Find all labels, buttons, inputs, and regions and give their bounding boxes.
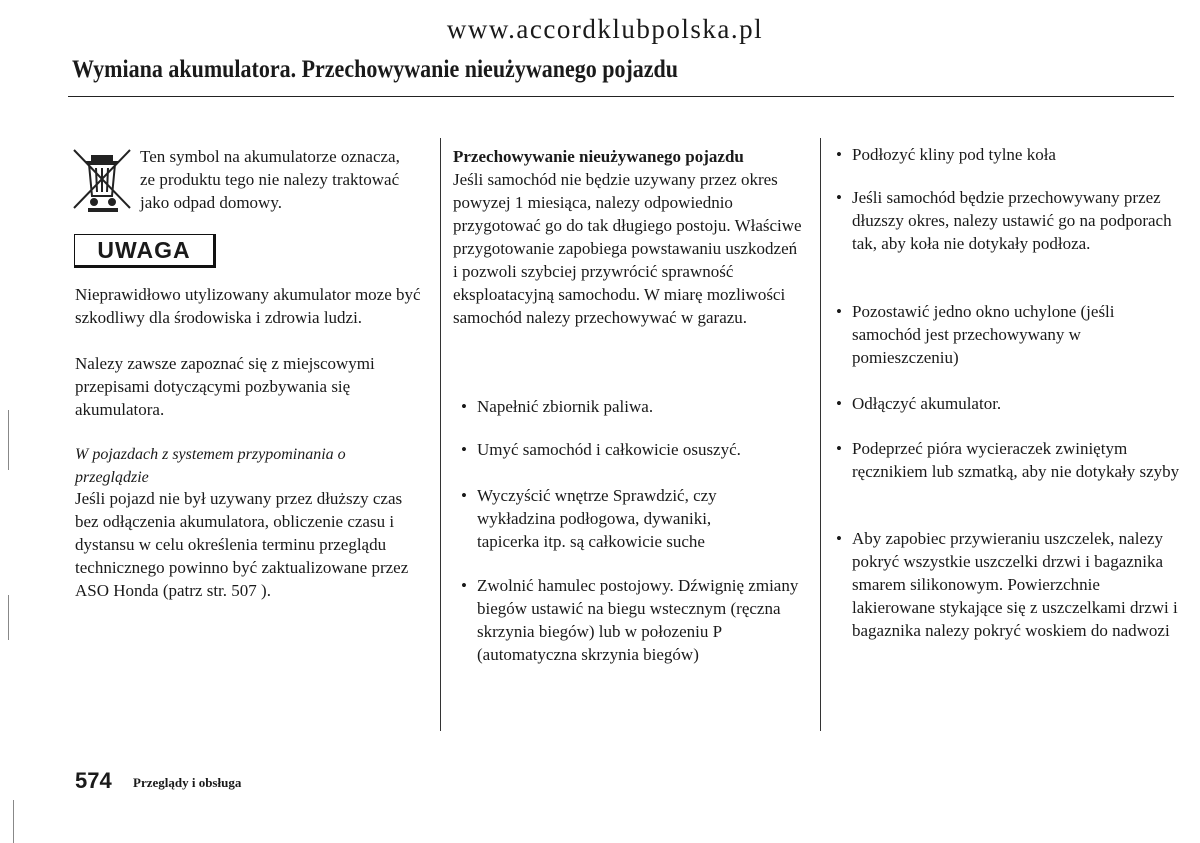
margin-mark-1 — [8, 410, 9, 470]
list-item — [461, 395, 819, 418]
crossed-bin-icon — [70, 146, 136, 214]
list-item — [836, 527, 1187, 642]
bullet-icon: • — [461, 486, 467, 505]
list-item — [461, 574, 819, 666]
header-rule — [68, 96, 1174, 97]
list-item-text: Aby zapobiec przywieraniu uszczelek, nalezy pokryć wszystkie uszczelki drzwi i bagaznika smarem silikonowym. Powierzchnie lakierowane stykające się z uszczelkami drzwi i bagaznika nalezy pokryć woskiem do nadwozi — [852, 529, 1178, 640]
list-item — [836, 143, 1187, 166]
list-item-text: Jeśli samochód będzie przechowywany przez dłuzszy okres, nalezy ustawić go na podporach tak, aby koła nie dotykały podłoza. — [852, 188, 1172, 253]
section-name: Przeglądy i obsługa — [133, 775, 242, 790]
column-divider-2 — [820, 138, 821, 731]
bullet-icon: • — [461, 440, 467, 459]
bullet-icon: • — [836, 188, 842, 207]
reminder-heading — [75, 443, 425, 489]
margin-mark-2 — [8, 595, 9, 640]
list-item-text: Zwolnić hamulec postojowy. Dźwignię zmiany biegów ustawić na biegu wstecznym (ręczna skrzynia biegów) lub w połozeniu P (automatyczna skrzynia biegów) — [477, 576, 799, 664]
bullet-icon: • — [836, 439, 842, 458]
list-item-text: Wyczyścić wnętrze Sprawdzić, czy wykładzina podłogowa, dywaniki, tapicerka itp. są całkowicie suche — [477, 486, 717, 551]
bullet-icon: • — [461, 397, 467, 416]
list-item-text: Pozostawić jedno okno uchylone (jeśli samochód jest przechowywany w pomieszczeniu) — [852, 302, 1115, 367]
storage-heading: Przechowywanie nieużywanego pojazdu — [453, 147, 744, 166]
reminder-heading-line-2: przeglądzie — [75, 469, 149, 486]
bullet-icon: • — [836, 302, 842, 321]
list-item-text: Podłozyć kliny pod tylne koła — [852, 145, 1056, 164]
list-item — [836, 186, 1187, 255]
reminder-text: Jeśli pojazd nie był uzywany przez dłuższy czas bez odłączenia akumulatora, obliczenie czasu i dystansu w celu określenia terminu przeglądu technicznego powinno być zaktualizowane przez ASO Honda (patrz str. 507 ). — [75, 489, 409, 600]
column-divider-1 — [440, 138, 441, 731]
list-item-text: Podeprzeć pióra wycieraczek zwiniętym ręcznikiem lub szmatką, aby nie dotykały szyby — [852, 439, 1180, 481]
warning-text-1: Nieprawidłowo utylizowany akumulator moze być szkodliwy dla środowiska i zdrowia ludzi. — [75, 285, 421, 327]
list-item — [836, 392, 1187, 415]
list-item — [461, 438, 819, 461]
storage-intro: Jeśli samochód nie będzie uzywany przez okres powyzej 1 miesiąca, nalezy odpowiednio przygotować go do tak długiego postoju. Właściwe przygotowanie zapobiega powstawaniu uszkodzeń i pozwoli szybciej przywrócić sprawność eksploatacyjną samochodu. W miarę mozliwości samochód nalezy przechowywać w garazu. — [453, 170, 802, 327]
bullet-icon: • — [461, 576, 467, 595]
list-item-text: Odłączyć akumulator. — [852, 394, 1002, 413]
website-header: www.accordklubpolska.pl — [446, 14, 764, 44]
list-item-text: Umyć samochód i całkowicie osuszyć. — [477, 440, 741, 459]
list-item — [836, 300, 1187, 369]
list-item — [836, 437, 1187, 483]
page-title: Wymiana akumulatora. Przechowywanie nieużywanego pojazdu — [72, 56, 679, 83]
list-item — [461, 484, 777, 553]
bullet-icon: • — [836, 529, 842, 548]
reminder-heading-line-1: W pojazdach z systemem przypominania o — [75, 446, 346, 463]
bullet-icon: • — [836, 394, 842, 413]
list-item-text: Napełnić zbiornik paliwa. — [477, 397, 654, 416]
margin-mark-3 — [13, 800, 14, 843]
page-number: 574 — [75, 768, 112, 793]
bullet-icon: • — [836, 145, 842, 164]
warning-text-2: Nalezy zawsze zapoznać się z miejscowymi przepisami dotyczącymi pozbywania się akumulatora. — [75, 354, 375, 419]
warning-label: UWAGA — [74, 234, 216, 268]
symbol-description: Ten symbol na akumulatorze oznacza, ze produktu tego nie nalezy traktować jako odpad domowy. — [140, 147, 400, 212]
